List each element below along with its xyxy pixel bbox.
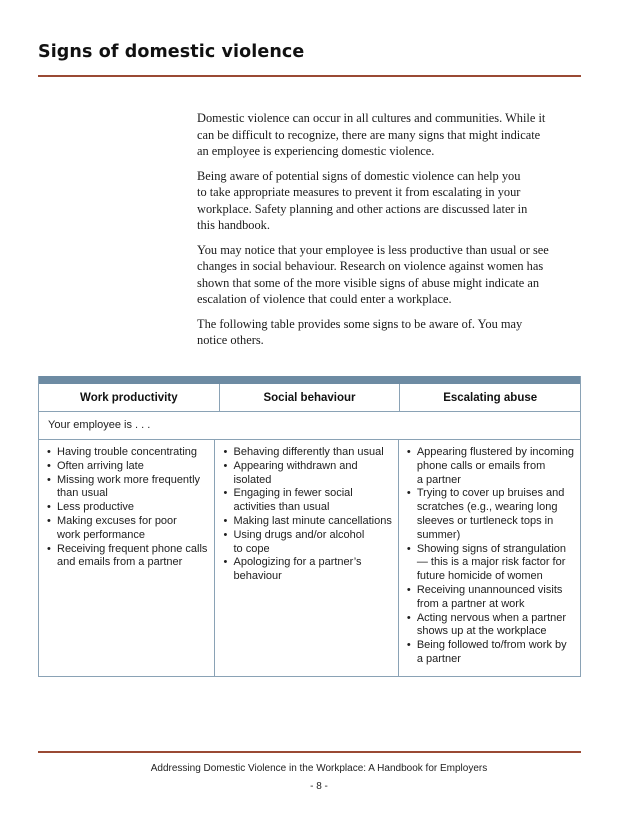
table-header-row: [39, 384, 580, 412]
intro-paragraph: [197, 110, 587, 160]
header-work-productivity: Work productivity: [80, 391, 178, 404]
list-item: [47, 543, 208, 571]
list-item-line: • Showing signs of strangulation: [416, 542, 567, 555]
list-item-line: phone calls or emails from: [416, 459, 546, 472]
list-item-line: • Behaving differently than usual: [233, 446, 384, 458]
list-item-line: activities than usual: [233, 501, 330, 514]
list-item-line: • Less productive: [57, 501, 135, 514]
list-item-line: • Receiving frequent phone calls: [57, 542, 208, 555]
list-item-line: • Using drugs and/or alcohol: [233, 528, 365, 541]
list-item-line: sleeves or turtleneck tops in: [416, 514, 554, 527]
list-item: [407, 543, 574, 584]
list-item-line: behaviour: [233, 570, 282, 583]
intro-line: Being aware of potential signs of domestic violence can help you: [197, 168, 521, 183]
intro-line: to take appropriate measures to prevent it from escalating in your: [197, 185, 521, 199]
list-item-line: • Making last minute cancellations: [233, 514, 392, 527]
intro-line: workplace. Safety planning and other actions are discussed later in: [197, 201, 528, 216]
list-item-line: summer): [416, 528, 461, 541]
list-item-line: • Engaging in fewer social: [233, 487, 353, 500]
list-item-line: than usual: [57, 487, 108, 500]
list-item: [407, 639, 574, 667]
intro-paragraph: [197, 168, 587, 234]
list-item: [223, 487, 391, 515]
column-social-behaviour: [214, 440, 397, 676]
list-item-line: • Appearing withdrawn and: [233, 459, 358, 472]
list-item-line: work performance: [57, 528, 146, 541]
intro-line: an employee is experiencing domestic violence.: [197, 144, 435, 158]
list-item-line: • Apologizing for a partner’s: [233, 556, 362, 569]
list-item-line: a partner: [416, 473, 461, 486]
list-item: [407, 446, 574, 487]
list-item-line: • Having trouble concentrating: [57, 446, 198, 458]
list-item-line: scratches (e.g., wearing long: [416, 501, 558, 514]
list-item: [407, 612, 574, 640]
footer-caption: Addressing Domestic Violence in the Workplace: A Handbook for Employers: [150, 763, 488, 774]
list-item-line: • Acting nervous when a partner: [416, 611, 567, 624]
list-item: [223, 556, 391, 584]
page-number: - 8 -: [310, 781, 328, 792]
column-escalating-abuse: [398, 440, 580, 676]
list-item: [223, 460, 391, 488]
intro-paragraph: [197, 242, 587, 308]
header-escalating-abuse: Escalating abuse: [399, 384, 580, 411]
column-work-productivity: [39, 440, 214, 676]
title-rule: [38, 75, 581, 77]
list-item-line: • Being followed to/from work by: [416, 639, 567, 652]
table-span-row: Your employee is . . .: [39, 412, 580, 440]
list-item: [47, 474, 208, 502]
list-item-line: • Often arriving late: [57, 459, 144, 472]
intro-line: You may notice that your employee is less productive than usual or see: [197, 242, 549, 257]
list-item-line: from a partner at work: [416, 597, 525, 610]
list-item: [223, 515, 391, 529]
list-item-line: • Trying to cover up bruises and: [416, 487, 565, 500]
intro-line: The following table provides some signs to be aware of. You may: [197, 316, 523, 331]
intro-paragraph: [197, 316, 587, 349]
list-item-line: future homicide of women: [416, 570, 543, 583]
footer-rule: [38, 751, 581, 753]
list-item-line: and emails from a partner: [57, 556, 183, 569]
header-social-behaviour: Social behaviour: [219, 384, 400, 411]
list-item-line: • Receiving unannounced visits: [416, 583, 563, 596]
intro-text: [197, 110, 587, 357]
intro-line: changes in social behaviour. Research on violence against women has: [197, 259, 544, 273]
intro-line: escalation of violence that could enter a workplace.: [197, 292, 452, 306]
list-item-line: shows up at the workplace: [416, 625, 547, 638]
list-item-line: • Appearing flustered by incoming: [416, 446, 574, 458]
intro-line: shown that some of the more visible signs of abuse might indicate an: [197, 275, 540, 290]
list-item-line: • Making excuses for poor: [57, 514, 177, 527]
table-header-bar: [39, 376, 580, 384]
intro-line: notice others.: [197, 333, 264, 347]
list-item-line: — this is a major risk factor for: [416, 556, 566, 569]
intro-line: this handbook.: [197, 218, 270, 232]
intro-line: can be difficult to recognize, there are many signs that might indicate: [197, 127, 541, 142]
list-item-line: isolated: [233, 473, 272, 486]
list-item: [407, 487, 574, 542]
list-item-line: • Missing work more frequently: [57, 473, 201, 486]
list-item: [47, 446, 208, 460]
list-item: [223, 446, 391, 460]
page-title: Signs of domestic violence: [38, 42, 305, 62]
list-item-line: a partner: [416, 652, 461, 665]
list-item: [47, 460, 208, 474]
table-body-row: [39, 440, 580, 676]
list-item: [407, 584, 574, 612]
signs-table: [38, 376, 581, 677]
intro-line: Domestic violence can occur in all cultures and communities. While it: [197, 111, 546, 125]
list-item: [47, 501, 208, 515]
list-item-line: to cope: [233, 542, 270, 555]
list-item: [223, 529, 391, 557]
list-item: [47, 515, 208, 543]
